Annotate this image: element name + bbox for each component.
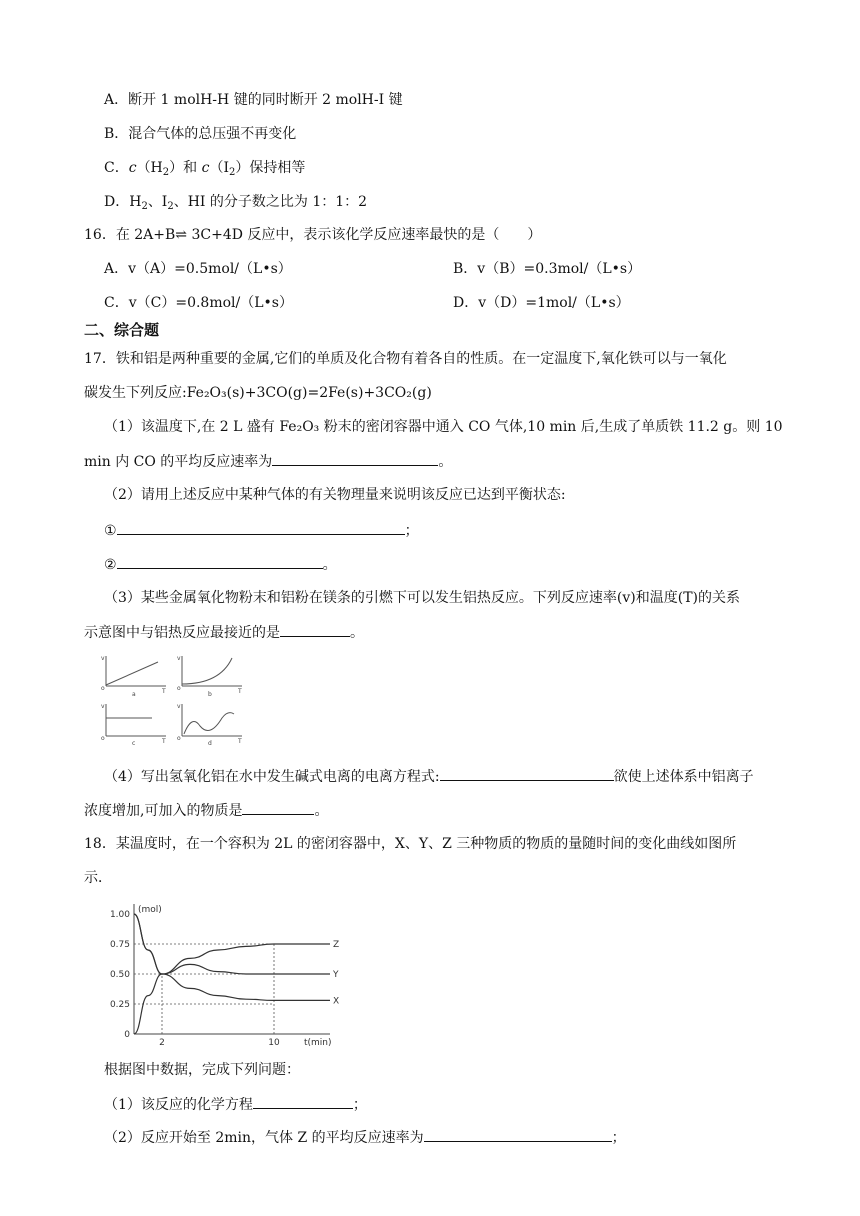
q18-stem-line2: 示． [84, 870, 112, 886]
q16-option-b: B．v（B）=0.3mol/（L•s） [453, 261, 642, 277]
q17-part2-item1 [104, 520, 419, 541]
graph-label-c: c [132, 740, 136, 746]
y-tick-label: 1.00 [109, 910, 130, 920]
q17-part3-line1: （3）某些金属氧化物粉末和铝粉在镁条的引燃下可以发生铝热反应。下列反应速率(v)和温度(T)的关系 [104, 590, 740, 606]
y-tick-label: 0 [124, 1030, 130, 1040]
text-fragment: （I [209, 160, 229, 176]
subscript: 2 [167, 201, 174, 212]
q17-part3-line2 [84, 622, 364, 643]
q17-stem-line1: 17．铁和铝是两种重要的金属,它们的单质及化合物有着各自的性质。在一定温度下,氧化铁可以与一氧化 [84, 351, 727, 367]
text-fragment: 。 [322, 557, 337, 573]
axis-origin-label: o [177, 685, 181, 692]
text-fragment: 欲使上述体系中铝离子 [613, 769, 754, 785]
y-axis-label: (mol) [138, 905, 162, 915]
circled-number: ② [104, 557, 117, 573]
mole-time-chart [100, 898, 340, 1050]
answer-blank[interactable] [242, 800, 314, 815]
answer-blank[interactable] [117, 520, 405, 535]
q18-part2 [104, 1127, 626, 1148]
q15-option-b: B．混合气体的总压强不再变化 [104, 126, 297, 142]
q17-part4-line1 [104, 766, 754, 787]
q17-part1-line2 [84, 451, 452, 472]
answer-blank[interactable] [117, 554, 323, 569]
q18-stem-line1: 18．某温度时，在一个容积为 2L 的密闭容器中，X、Y、Z 三种物质的物质的量随时间的变化曲线如图所 [84, 836, 737, 852]
axis-t-label: T [238, 688, 242, 695]
q15-option-d [104, 192, 367, 217]
text-fragment: 、I [147, 194, 168, 210]
subscript: 2 [162, 167, 170, 178]
text-fragment: 浓度增加,可加入的物质是 [84, 803, 243, 819]
y-tick-label: 0.50 [109, 970, 130, 980]
option-prefix: C． [104, 160, 129, 176]
q17-part4-line2 [84, 800, 328, 821]
concentration-symbol: c [128, 160, 137, 176]
text-fragment: （H [136, 160, 163, 176]
text-fragment: ； [611, 1130, 626, 1146]
series-line-Z [134, 944, 330, 1034]
subscript: 2 [228, 167, 236, 178]
series-label-X: X [333, 996, 340, 1007]
series-label-Z: Z [333, 940, 340, 950]
axis-v-label: v [101, 703, 105, 710]
answer-blank[interactable] [440, 766, 614, 781]
axis-t-label: T [238, 738, 242, 745]
subscript: 2 [141, 201, 148, 212]
graph-d-curve [184, 713, 234, 734]
q17-stem-line2: 碳发生下列反应:Fe₂O₃(s)+3CO(g)=2Fe(s)+3CO₂(g) [84, 385, 432, 401]
text-fragment: 、HI 的分子数之比为 1：1：2 [173, 194, 368, 210]
axis-v-label: v [177, 703, 181, 710]
concentration-symbol: c [201, 160, 210, 176]
x-tick-label: 2 [159, 1038, 165, 1048]
text-fragment: （4）写出氢氧化铝在水中发生碱式电离的电离方程式: [104, 769, 440, 785]
text-fragment: 。 [314, 803, 329, 819]
q18-part1 [104, 1094, 367, 1115]
text-fragment: （2）反应开始至 2min，气体 Z 的平均反应速率为 [104, 1130, 424, 1146]
axis-v-label: v [101, 655, 105, 662]
text-fragment: 。 [350, 625, 364, 641]
text-fragment: D．H [104, 194, 142, 210]
q17-part2-item2 [104, 554, 337, 575]
axis-t-label: T [162, 738, 166, 745]
y-tick-label: 0.75 [109, 940, 130, 950]
series-label-Y: Y [333, 970, 339, 980]
q15-option-c [104, 158, 305, 183]
x-tick-label: 10 [268, 1038, 280, 1048]
answer-blank[interactable] [272, 451, 438, 466]
answer-blank[interactable] [424, 1127, 612, 1142]
graph-label-a: a [132, 691, 136, 698]
q16-option-c: C．v（C）=0.8mol/（L•s） [104, 295, 293, 311]
text-fragment: ）保持相等 [235, 160, 306, 176]
rate-temperature-graphs [100, 652, 250, 746]
q18-intro: 根据图中数据，完成下列问题： [104, 1062, 300, 1078]
text-fragment: 。 [438, 454, 453, 470]
q15-option-a: A．断开 1 molH-H 键的同时断开 2 molH-I 键 [104, 92, 403, 108]
q16-option-d: D．v（D）=1mol/（L•s） [453, 295, 630, 311]
q16-stem: 16．在 2A+B⇌ 3C+4D 反应中，表示该化学反应速率最快的是（ ） [84, 227, 542, 243]
circled-number: ① [104, 523, 117, 539]
q17-part2: （2）请用上述反应中某种气体的有关物理量来说明该反应已达到平衡状态: [104, 487, 566, 503]
section-title: 二、综合题 [84, 321, 160, 339]
axis-t-label: T [162, 688, 166, 695]
y-tick-label: 0.25 [109, 1000, 130, 1010]
q17-part1-line1: （1）该温度下,在 2 L 盛有 Fe₂O₃ 粉末的密闭容器中通入 CO 气体,10 min 后,生成了单质铁 11.2 g。则 10 [104, 419, 783, 435]
x-axis-label: t(min) [304, 1038, 332, 1048]
axis-v-label: v [177, 655, 181, 662]
text-fragment: ）和 [169, 160, 202, 176]
text-fragment: ； [404, 523, 419, 539]
answer-blank[interactable] [253, 1094, 353, 1109]
text-fragment: min 内 CO 的平均反应速率为 [84, 454, 273, 470]
axis-origin-label: o [101, 735, 105, 742]
answer-blank[interactable] [280, 622, 350, 637]
graph-label-d: d [208, 740, 212, 746]
text-fragment: （1）该反应的化学方程 [104, 1097, 253, 1113]
graph-label-b: b [208, 691, 212, 698]
graph-a-line [106, 662, 158, 685]
text-fragment: 示意图中与铝热反应最接近的是 [84, 625, 280, 641]
axis-origin-label: o [177, 735, 181, 742]
q16-option-a: A．v（A）=0.5mol/（L•s） [104, 261, 292, 277]
graph-b-curve [182, 658, 232, 684]
series-line-X [134, 914, 330, 1000]
axis-origin-label: o [101, 685, 105, 692]
text-fragment: ； [352, 1097, 367, 1113]
